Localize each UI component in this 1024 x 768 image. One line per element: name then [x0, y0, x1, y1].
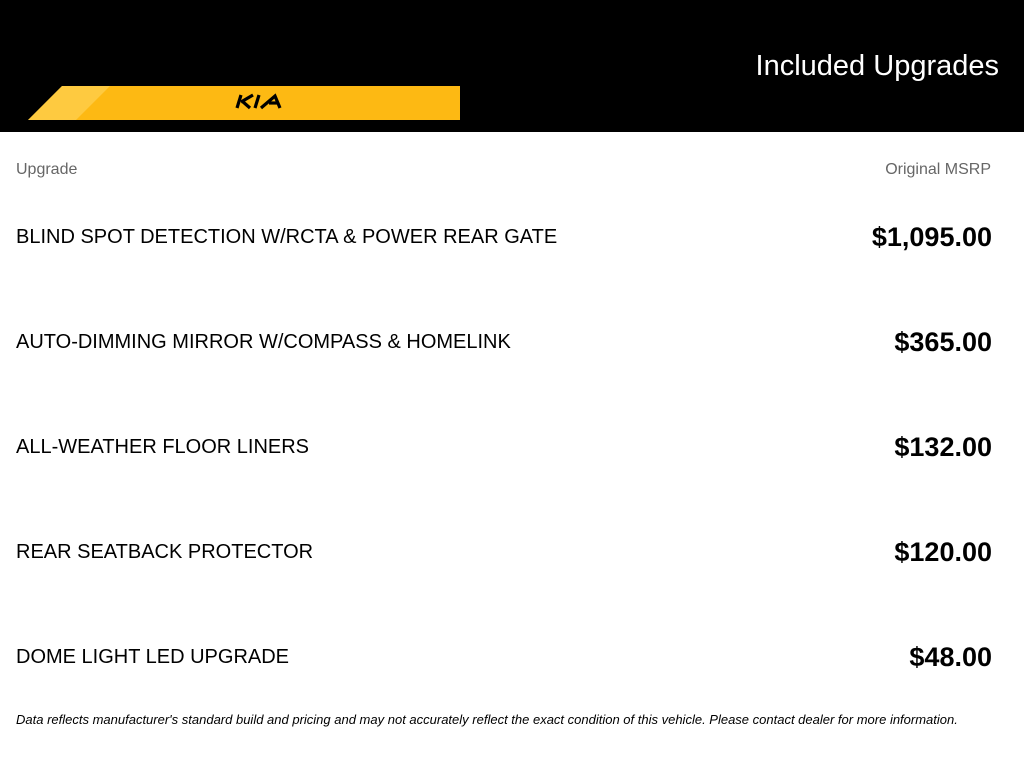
upgrade-name: REAR SEATBACK PROTECTOR: [16, 541, 314, 563]
upgrade-row: [16, 637, 992, 677]
header-bar: [0, 0, 1024, 132]
disclaimer-text: Data reflects manufacturer's standard build and pricing and may not accurately reflect the exact condition of this vehicle. Please contact dealer for more information.: [16, 712, 958, 727]
kia-logo-stripe: [28, 73, 460, 120]
upgrade-name: AUTO-DIMMING MIRROR W/COMPASS & HOMELINK: [16, 331, 511, 353]
upgrade-price: $132.00: [894, 432, 992, 462]
upgrade-name: ALL-WEATHER FLOOR LINERS: [16, 436, 310, 458]
upgrade-row: [16, 217, 992, 257]
page-title: Included Upgrades: [755, 50, 999, 82]
upgrade-price: $48.00: [909, 642, 992, 672]
logo-text: KIA: [28, 73, 54, 90]
column-header-upgrade: Upgrade: [16, 161, 78, 178]
upgrade-row: [16, 322, 992, 362]
upgrade-price: $365.00: [894, 327, 992, 357]
upgrade-row: [16, 532, 992, 572]
upgrade-price: $1,095.00: [871, 222, 992, 252]
column-header-original-msrp: Original MSRP: [885, 161, 991, 178]
upgrade-row: [16, 427, 992, 467]
upgrade-name: BLIND SPOT DETECTION W/RCTA & POWER REAR GATE: [16, 226, 558, 248]
upgrade-price: $120.00: [894, 537, 992, 567]
upgrade-name: DOME LIGHT LED UPGRADE: [16, 646, 290, 668]
